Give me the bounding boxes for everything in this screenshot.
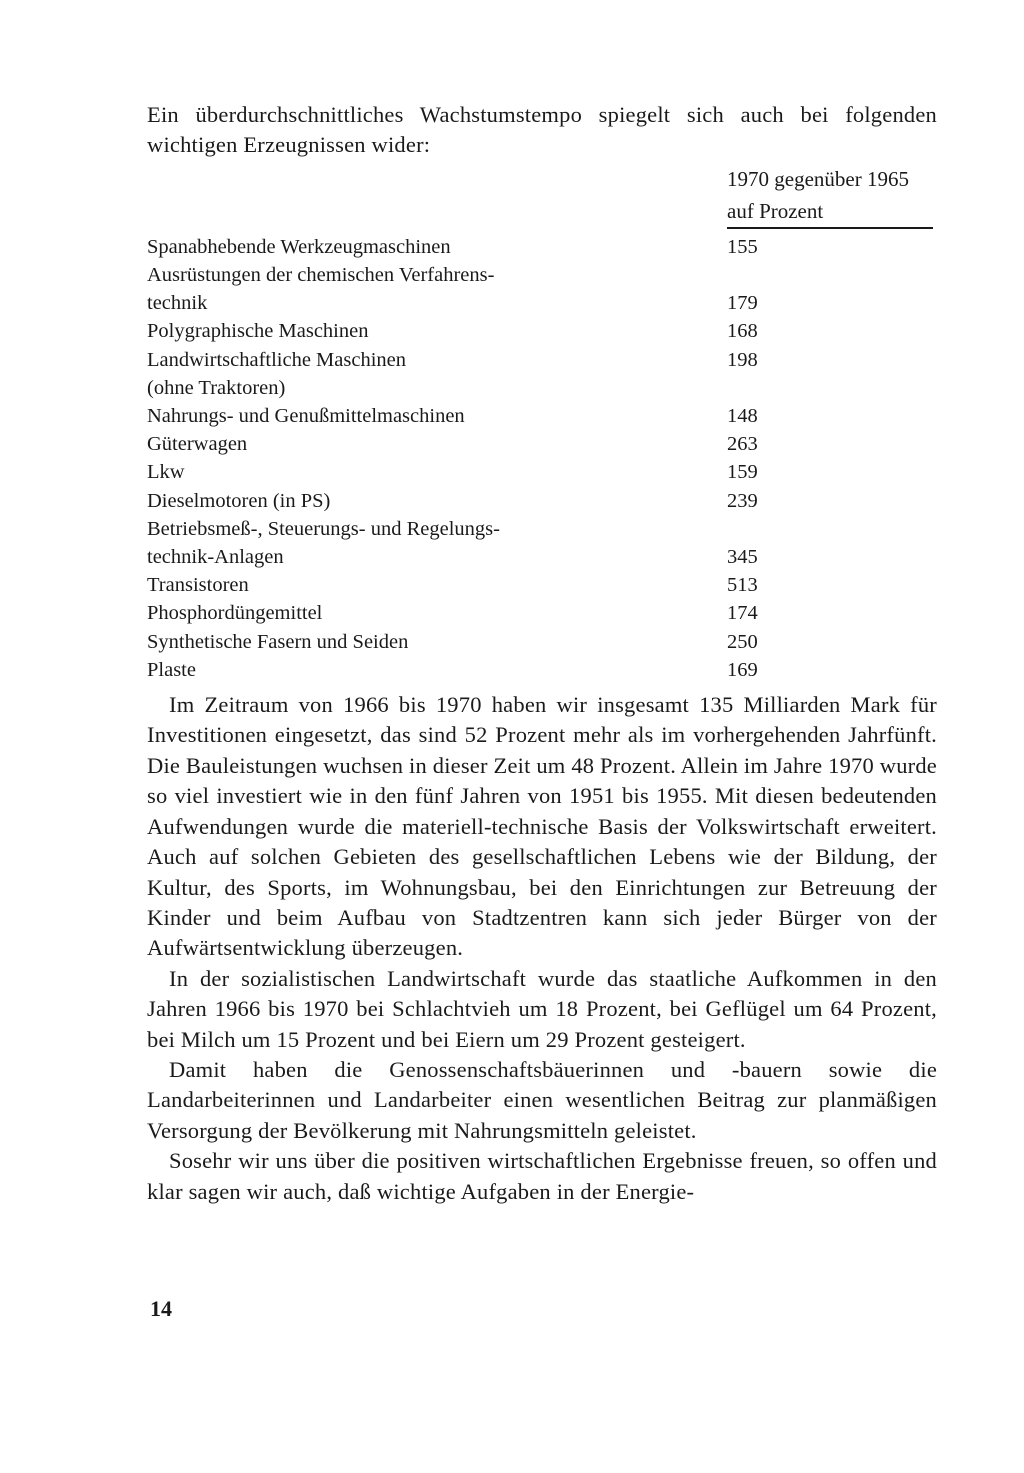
table-row: [147, 628, 937, 656]
table-header-line-2: auf Prozent: [727, 198, 824, 223]
table-column-header: [727, 163, 937, 227]
row-label: [147, 430, 727, 458]
row-label-line: technik-Anlagen: [147, 546, 284, 569]
intro-paragraph: Ein überdurchschnittliches Wachstumstempo spiegelt sich auch bei folgenden wichtigen Erzeugnissen wider:: [147, 102, 937, 158]
body-text: [147, 690, 937, 1207]
table-header-line-1: 1970 gegenüber 1965: [727, 166, 909, 191]
table-row: [147, 599, 937, 627]
table-row: [147, 458, 937, 486]
paragraph-results: Sosehr wir uns über die positiven wirtschaftlichen Ergebnisse freuen, so offen und klar sagen wir auch, daß wichtige Aufgaben in der Energie-: [147, 1148, 937, 1204]
row-value: 169: [727, 658, 758, 681]
table-row: [147, 346, 937, 402]
row-label-line: Dieselmotoren (in PS): [147, 489, 331, 512]
row-label-line: Landwirtschaftliche Maschinen: [147, 348, 407, 371]
row-value: 159: [727, 461, 758, 484]
table-row: [147, 317, 937, 345]
row-value: 155: [727, 235, 758, 258]
table-row: [147, 233, 937, 261]
row-label-line: Spanabhebende Werkzeugmaschinen: [147, 235, 451, 258]
row-label-line: Plaste: [147, 658, 196, 681]
table-row: [147, 261, 937, 317]
row-value: 345: [727, 546, 758, 569]
paragraph-agriculture: In der sozialistischen Landwirtschaft wurde das staatliche Aufkommen in den Jahren 1966 bis 1970 bei Schlachtvieh um 18 Prozent, bei Geflügel um 64 Prozent, bei Milch um 15 Prozent und bei Eiern um 29 Prozent gesteigert.: [147, 965, 937, 1052]
row-value: 239: [727, 489, 758, 512]
row-label-line: Transistoren: [147, 574, 249, 597]
row-label-line: technik: [147, 292, 208, 315]
row-label: [147, 599, 727, 627]
row-value: 168: [727, 320, 758, 343]
table-row: [147, 515, 937, 571]
row-label-line: Nahrungs- und Genußmittelmaschinen: [147, 405, 465, 428]
row-label: [147, 317, 727, 345]
row-label: [147, 458, 727, 486]
row-label-line: Phosphordüngemittel: [147, 602, 323, 625]
row-label: [147, 656, 727, 684]
row-label-line: Güterwagen: [147, 433, 248, 456]
row-label: [147, 346, 727, 402]
row-value: 148: [727, 405, 758, 428]
row-label-line: Lkw: [147, 461, 185, 484]
row-value: 174: [727, 602, 758, 625]
row-label: [147, 233, 727, 261]
row-label-line: (ohne Traktoren): [147, 376, 286, 399]
page-number: 14: [150, 1296, 172, 1321]
row-label: [147, 571, 727, 599]
row-label-line: Betriebsmeß-, Steuerungs- und Regelungs-: [147, 517, 500, 540]
table-header-rule: [727, 227, 933, 229]
row-label: [147, 628, 727, 656]
table-row: [147, 402, 937, 430]
row-value: 179: [727, 292, 758, 315]
row-label: [147, 487, 727, 515]
product-growth-table: [147, 233, 937, 684]
table-row: [147, 656, 937, 684]
row-value: 263: [727, 433, 758, 456]
row-label: [147, 515, 727, 571]
page-content: [147, 100, 937, 1207]
table-row: [147, 571, 937, 599]
table-row: [147, 430, 937, 458]
paragraph-investments: Im Zeitraum von 1966 bis 1970 haben wir insgesamt 135 Milliarden Mark für Investitionen eingesetzt, das sind 52 Prozent mehr als im vorhergehenden Jahrfünft. Die Bauleistungen wuchsen in dieser Zeit um 48 Prozent. Allein im Jahre 1970 wurde so viel investiert wie in den fünf Jahren von 1951 bis 1955. Mit diesen bedeutenden Aufwendungen wurde die materiell-technische Basis der Volkswirtschaft erweitert. Auch auf solchen Gebieten des gesellschaftlichen Lebens wie der Bildung, der Kultur, des Sports, im Wohnungsbau, bei den Einrichtungen zur Betreuung der Kinder und beim Aufbau von Stadtzentren kann sich jeder Bürger von der Aufwärtsentwicklung überzeugen.: [147, 692, 937, 961]
row-label: [147, 402, 727, 430]
row-value: 513: [727, 574, 758, 597]
paragraph-farmers: Damit haben die Genossenschaftsbäuerinnen und -bauern sowie die Landarbeiterinnen und Landarbeiter einen wesentlichen Beitrag zur planmäßigen Versorgung der Bevölkerung mit Nahrungsmitteln geleistet.: [147, 1056, 937, 1143]
row-value: 198: [727, 348, 758, 371]
table-row: [147, 487, 937, 515]
row-value: 250: [727, 630, 758, 653]
row-label: [147, 261, 727, 317]
row-label-line: Ausrüstungen der chemischen Verfahrens-: [147, 264, 495, 287]
row-label-line: Synthetische Fasern und Seiden: [147, 630, 409, 653]
row-label-line: Polygraphische Maschinen: [147, 320, 369, 343]
